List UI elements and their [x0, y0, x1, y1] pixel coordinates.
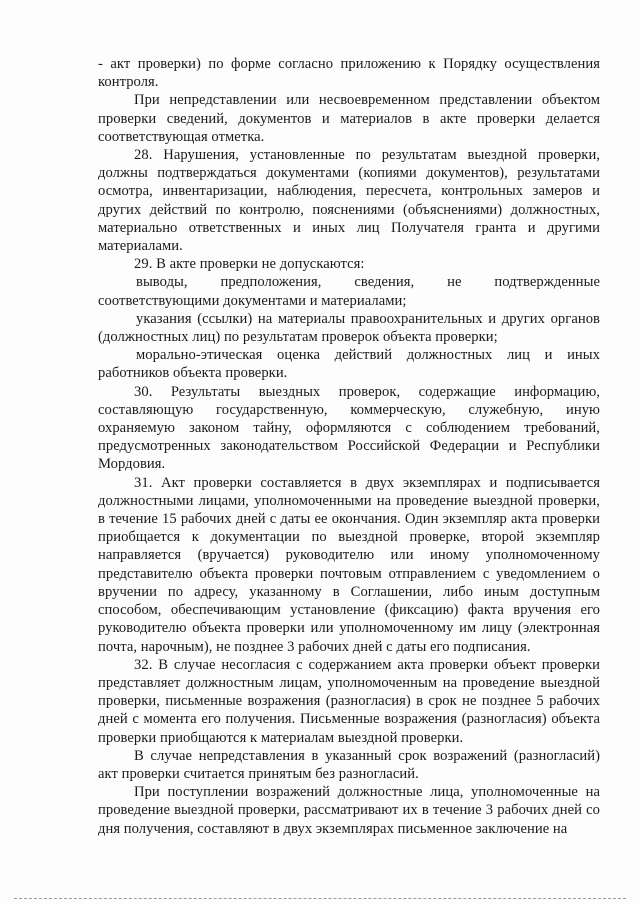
paragraph-28: 28. Нарушения, установленные по результатам выездной проверки, должны подтверждаться документами (копиями документов), результатами осмотра, инвентаризации, наблюдения, пересчета, контрольных замеров и других действий по контролю, пояснениями (объяснениями) должностных, материально ответственных и иных лиц Получателя гранта и другими материалами. [98, 147, 600, 255]
paragraph-29-item-ethics: морально-этическая оценка действий должностных лиц и иных работников объекта проверки. [98, 347, 600, 382]
paragraph-no-objections: В случае непредставления в указанный срок возражений (разногласий) акт проверки считается принятым без разногласий. [98, 747, 600, 782]
paragraph-32: 32. В случае несогласия с содержанием акта проверки объект проверки представляет должностным лицам, уполномоченным на проведение выездной проверки, письменные возражения (разногласия) в срок не позднее 5 рабочих дней с момента его получения. Письменные возражения (разногласия) объекта проверки приобщаются к материалам выездной проверки. [98, 656, 600, 746]
paragraph-29: 29. В акте проверки не допускаются: [134, 256, 365, 273]
paragraph-no-submission-note: При непредставлении или несвоевременном представлении объектом проверки сведений, документов и материалов в акте проверки делается соответствующая отметка. [98, 92, 600, 145]
paragraph-31: 31. Акт проверки составляется в двух экземплярах и подписывается должностными лицами, уполномоченными на проведение выездной проверки, в течение 15 рабочих дней с даты ее окончания. Один экземпляр акта проверки приобщается к документации по выездной проверке, второй экземпляр направляется (вручается) руководителю или иному уполномоченному представителю объекта проверки почтовым отправлением с уведомлением о вручении по адресу, указанному в Соглашении, либо иным доступным способом, обеспечивающим установление (фиксацию) факта вручения его руководителю объекта проверки или уполномоченному им лицу (электронная почта, нарочным), не позднее 3 рабочих дней с даты его подписания. [98, 474, 600, 655]
paragraph-29-item-conclusions: выводы, предположения, сведения, не подтвержденные соответствующими документами и материалами; [98, 274, 600, 309]
paragraph-30: 30. Результаты выездных проверок, содержащие информацию, составляющую государственную, коммерческую, служебную, иную охраняемую законом тайну, оформляются с соблюдением требований, предусмотренных законодательством Российской Федерации и Республики Мордовия. [98, 383, 600, 473]
paragraph-objections-received: При поступлении возражений должностные лица, уполномоченные на проведение выездной проверки, рассматривают их в течение 3 рабочих дней со дня получения, составляют в двух экземплярах письменное заключение на [98, 784, 600, 837]
page-bottom-edge [14, 898, 626, 899]
paragraph-29-item-references: указания (ссылки) на материалы правоохранительных и других органов (должностных лиц) по результатам проверок объекта проверки; [98, 310, 600, 346]
paragraph-continuation: - акт проверки) по форме согласно приложению к Порядку осуществления контроля. [98, 56, 600, 91]
document-body [98, 55, 600, 838]
